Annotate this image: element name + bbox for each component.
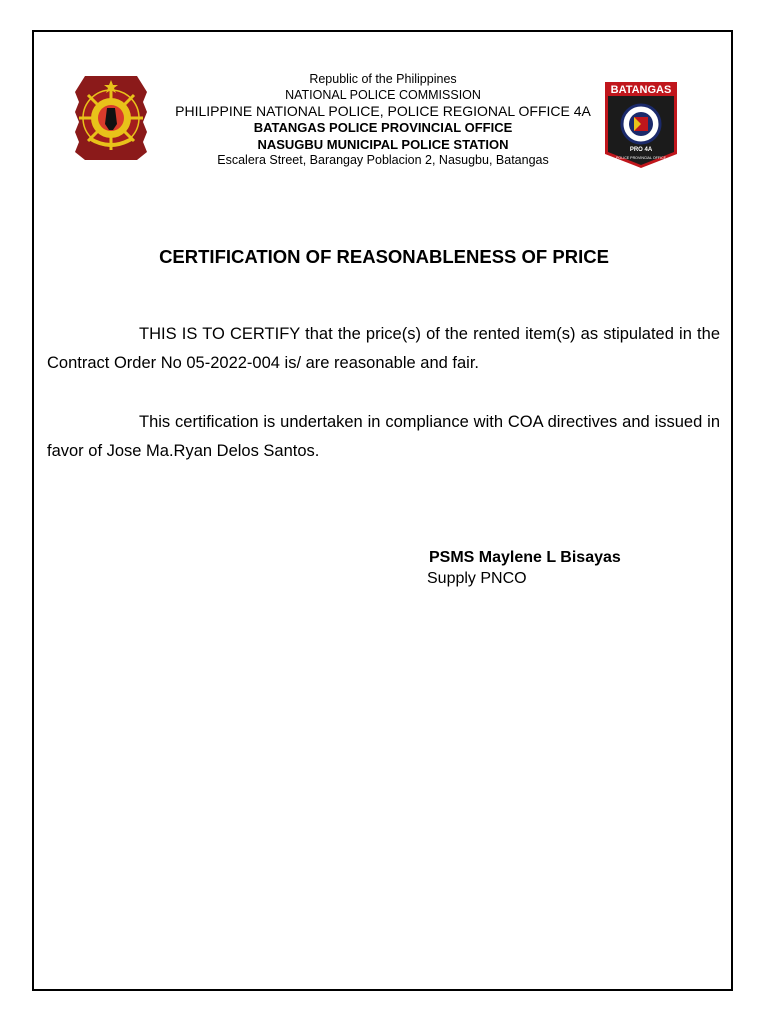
badge-bottom-text: POLICE PROVINCIAL OFFICE [616, 156, 666, 160]
document-title: CERTIFICATION OF REASONABLENESS OF PRICE [159, 246, 609, 267]
header-provincial-office: BATANGAS POLICE PROVINCIAL OFFICE [253, 120, 513, 135]
certification-paragraph: THIS IS TO CERTIFY that the price(s) of the rented item(s) as stipulated in the Contract Order No 05-2022-004 is/ are reasonable and fair. [47, 325, 720, 372]
page-border [32, 30, 733, 991]
letterhead [160, 72, 606, 169]
header-republic: Republic of the Philippines [309, 72, 457, 86]
signatory-position: Supply PNCO [427, 570, 527, 587]
signatory-name: PSMS Maylene L Bisayas [429, 549, 621, 566]
badge-top-text: BATANGAS [610, 84, 672, 96]
badge-mid-text: PRO 4A [629, 147, 653, 153]
header-napolcom: NATIONAL POLICE COMMISSION [285, 87, 481, 102]
header-municipal-station: NASUGBU MUNICIPAL POLICE STATION [257, 137, 509, 152]
pnp-seal-icon [73, 72, 149, 162]
header-pnp-region: PHILIPPINE NATIONAL POLICE, POLICE REGIONAL OFFICE 4A [175, 103, 591, 119]
compliance-paragraph: This certification is undertaken in compliance with COA directives and issued in favor of Jose Ma.Ryan Delos Santos. [47, 413, 720, 460]
header-address: Escalera Street, Barangay Poblacion 2, Nasugbu, Batangas [217, 153, 549, 167]
batangas-ppo-badge-icon [603, 80, 679, 170]
